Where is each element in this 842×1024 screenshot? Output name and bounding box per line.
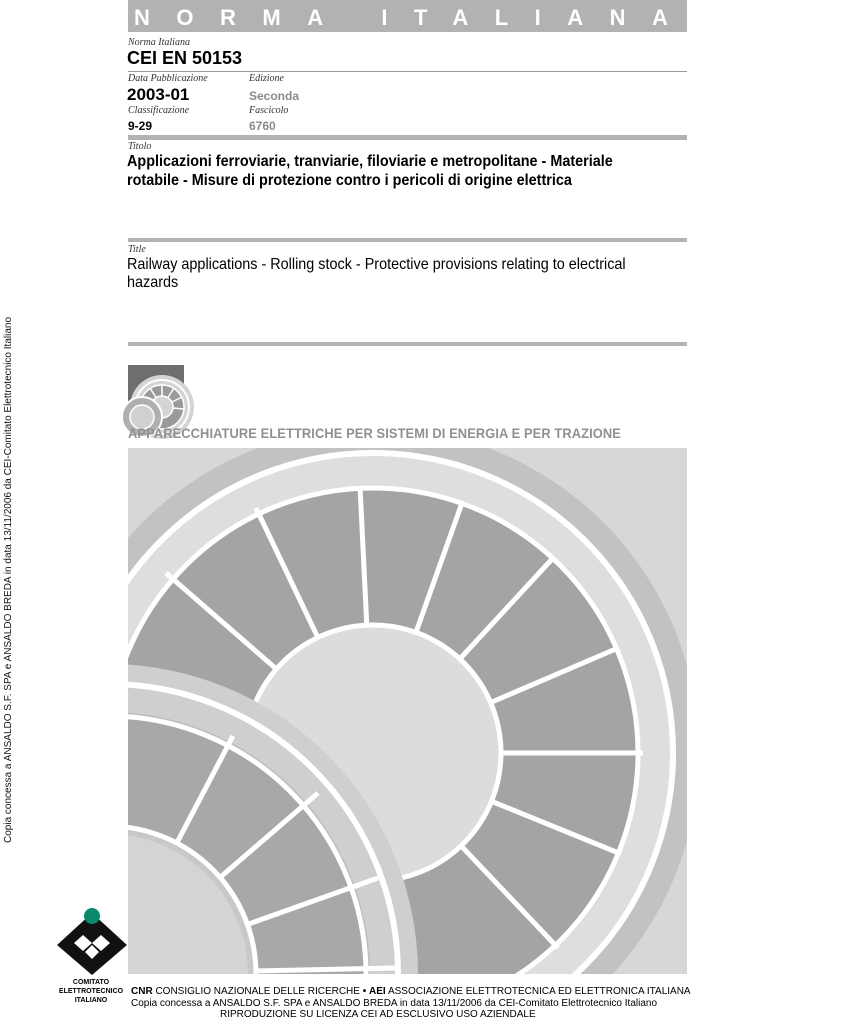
side-copy-note: Copia concessa a ANSALDO S.F. SPA e ANSALDO BREDA in data 13/11/2006 da CEI-Comitato Elettrotecnico Italiano	[3, 316, 14, 843]
class-label: Classificazione	[128, 105, 190, 116]
footer-bullet: •	[362, 986, 367, 997]
logo-line: COMITATO	[72, 979, 110, 986]
turbine-illustration	[128, 448, 687, 974]
cei-logo	[55, 905, 129, 975]
cei-logo-text	[48, 978, 134, 1005]
aei-name: ASSOCIAZIONE ELETTROTECNICA ED ELETTRONICA ITALIANA	[387, 986, 691, 997]
divider	[128, 238, 687, 242]
section-heading: APPARECCHIATURE ELETTRICHE PER SISTEMI DI ENERGIA E PER TRAZIONE	[128, 425, 621, 441]
title-it: Applicazioni ferroviarie, tranviarie, filoviarie e metropolitane - Materiale rotabile - Misure di protezione contro i pericoli di origine elettrica	[127, 153, 613, 189]
publication-date: 2003-01	[127, 85, 190, 104]
footer-orgs	[131, 986, 691, 997]
title-it-label: Titolo	[128, 141, 152, 152]
divider	[128, 342, 687, 346]
norm-label: Norma Italiana	[128, 37, 190, 48]
class-value: 9-29	[128, 119, 153, 133]
fascicle-label: Fascicolo	[249, 105, 289, 116]
logo-line: ITALIANO	[74, 997, 108, 1004]
footer-copy-line: Copia concessa a ANSALDO S.F. SPA e ANSALDO BREDA in data 13/11/2006 da CEI-Comitato Elettrotecnico Italiano	[131, 998, 658, 1009]
footer-license-line: RIPRODUZIONE SU LICENZA CEI AD ESCLUSIVO USO AZIENDALE	[220, 1009, 536, 1020]
aei-abbr: AEI	[369, 986, 386, 997]
fascicle-value: 6760	[249, 119, 276, 133]
logo-line: ELETTROTECNICO	[58, 988, 124, 995]
divider	[128, 71, 687, 72]
date-label: Data Pubblicazione	[128, 73, 208, 84]
cnr-name: CONSIGLIO NAZIONALE DELLE RICERCHE	[155, 986, 360, 997]
title-en-label: Title	[128, 244, 146, 255]
norm-code: CEI EN 50153	[127, 48, 243, 68]
header-banner: NORMA ITALIANA CEI	[128, 0, 687, 32]
cnr-abbr: CNR	[131, 986, 153, 997]
title-en: Railway applications - Rolling stock - Protective provisions relating to electrical hazards	[127, 256, 626, 291]
edition-value: Seconda	[249, 89, 300, 103]
divider	[128, 135, 687, 140]
turbine-icon	[128, 365, 184, 417]
edition-label: Edizione	[249, 73, 284, 84]
